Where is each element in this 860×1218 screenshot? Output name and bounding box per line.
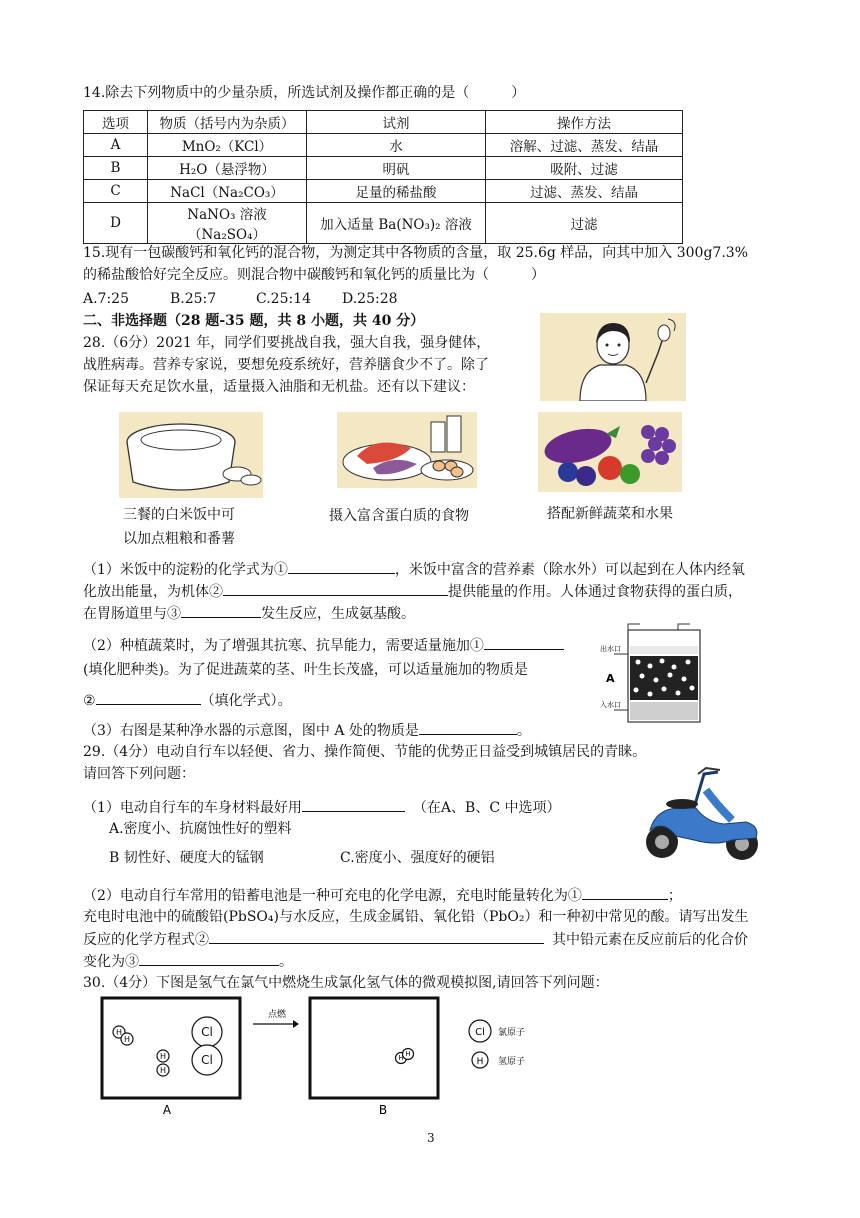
q15-option-c: C.25:14 <box>256 291 312 307</box>
answer-blank[interactable] <box>419 720 517 735</box>
filter-inlet-label: 入水口 <box>600 701 621 709</box>
arrow-label: 点燃 <box>268 1010 287 1020</box>
table-cell: B <box>84 157 148 180</box>
q15-option-d: D.25:28 <box>342 291 398 307</box>
q29-part2-line1 <box>83 885 682 906</box>
q29-p1-text: （1）电动自行车的车身材料最好用 <box>83 800 302 816</box>
q28-part2-line1 <box>83 635 564 656</box>
table-cell: 明矾 <box>307 157 486 180</box>
table-cell: H₂O（悬浮物） <box>148 157 307 180</box>
table-row <box>84 180 683 203</box>
table-cell: 加入适量 Ba(NO₃)₂ 溶液 <box>307 203 486 244</box>
q28-p2-text: ② <box>83 693 96 709</box>
q28-part1-line1 <box>83 559 745 580</box>
table-header: 物质（括号内为杂质） <box>148 111 307 134</box>
caption-protein: 摄入富含蛋白质的食物 <box>329 508 469 524</box>
reaction-micro-diagram <box>95 996 555 1120</box>
q15-line2: 的稀盐酸恰好完全反应。则混合物中碳酸钙和氧化钙的质量比为（ ） <box>83 267 545 283</box>
q28-part1-line2 <box>83 581 742 602</box>
q29-intro-2: 请回答下列问题： <box>83 766 195 782</box>
electric-scooter-illustration <box>636 764 766 864</box>
q15-option-b: B.25:7 <box>170 291 217 307</box>
atom-h-label: H <box>115 1028 123 1037</box>
table-header: 操作方法 <box>486 111 683 134</box>
q28-p1-text: 化放出能量，为机体② <box>83 584 223 600</box>
answer-blank[interactable] <box>484 635 564 650</box>
q29-p2-text: 变化为③ <box>83 954 139 970</box>
atom-cl-label: Cl <box>201 1053 213 1067</box>
q29-part2-line4 <box>83 951 293 972</box>
q28-p1-text: ，米饭中富含的营养素（除水外）可以起到在人体内经氧 <box>394 562 745 578</box>
answer-blank[interactable] <box>288 559 395 574</box>
q29-p2-text: 反应的化学方程式② <box>83 932 209 948</box>
q29-part2-line2: 充电时电池中的硫酸铅(PbSO₄)与水反应，生成金属铅、氧化铅（PbO₂）和一种初中常见的酸。请写出发生 <box>83 909 749 925</box>
q28-p1-text: （1）米饭中的淀粉的化学式为① <box>83 562 288 578</box>
q29-option-c: C.密度小、强度好的硬铝 <box>340 850 495 866</box>
answer-blank[interactable] <box>582 885 668 900</box>
page-number: 3 <box>427 1131 435 1145</box>
answer-blank[interactable] <box>181 603 261 618</box>
q28-intro-3: 保证每天充足饮水量，适量摄入油脂和无机盐。还有以下建议： <box>83 379 475 395</box>
box-a-label: A <box>162 1103 172 1117</box>
nutrition-expert-illustration <box>540 313 686 401</box>
atom-h-label: H <box>398 1054 404 1062</box>
q14-table <box>83 110 683 244</box>
q29-part1 <box>83 797 560 818</box>
section-heading: 二、非选择题（28 题-35 题，共 8 小题，共 40 分） <box>83 313 425 329</box>
caption-vegetables: 搭配新鲜蔬菜和水果 <box>547 506 673 522</box>
table-header: 试剂 <box>307 111 486 134</box>
q29-p2-text: 。 <box>279 954 293 970</box>
atom-cl-label: Cl <box>201 1025 213 1039</box>
answer-blank[interactable] <box>96 690 201 705</box>
caption-rice-2: 以加点粗粮和番薯 <box>123 531 235 547</box>
q28-intro-1: 28.（6分）2021 年，同学们要挑战自我，强大自我，强身健体， <box>83 335 491 351</box>
q29-p2-text: ； <box>667 888 682 904</box>
q29-option-a: A.密度小、抗腐蚀性好的塑料 <box>109 821 292 837</box>
q28-p3-text: （3）右图是某种净水器的示意图，图中 A 处的物质是 <box>83 723 419 739</box>
q28-part2-line3 <box>83 690 292 711</box>
q29-option-b: B 韧性好、硬度大的锰钢 <box>109 850 264 866</box>
table-row <box>84 134 683 157</box>
q28-p1-text: 提供能量的作用。人体通过食物获得的蛋白质， <box>448 584 742 600</box>
vegetables-fruits-illustration <box>538 412 682 492</box>
table-cell: NaCl（Na₂CO₃） <box>148 180 307 203</box>
table-cell: 吸附、过滤 <box>486 157 683 180</box>
answer-blank[interactable] <box>139 951 279 966</box>
table-header: 选项 <box>84 111 148 134</box>
table-cell: 过滤 <box>486 203 683 244</box>
table-cell: C <box>84 180 148 203</box>
q14-stem: 14.除去下列物质中的少量杂质，所选试剂及操作都正确的是（ ） <box>83 85 526 101</box>
protein-food-illustration <box>337 412 477 488</box>
legend-cl-symbol: Cl <box>475 1027 485 1038</box>
q28-intro-2: 战胜病毒。营养专家说，要想免疫系统好，营养膳食少不了。除了 <box>83 357 489 373</box>
legend-h-symbol: H <box>476 1057 484 1067</box>
answer-blank[interactable] <box>209 929 544 944</box>
q28-part2-line2: (填化肥种类)。为了促进蔬菜的茎、叶生长茂盛，可以适量施加的物质是 <box>83 662 528 678</box>
q28-part3 <box>83 720 531 741</box>
table-cell: 过滤、蒸发、结晶 <box>486 180 683 203</box>
table-cell: MnO₂（KCl） <box>148 134 307 157</box>
q15-line1: 15.现有一包碳酸钙和氧化钙的混合物，为测定其中各物质的含量，取 25.6g 样品，向其中加入 300g7.3% <box>83 245 748 261</box>
q28-p2-text: （2）种植蔬菜时，为了增强其抗寒、抗旱能力，需要适量施加① <box>83 638 484 654</box>
filter-a-label: A <box>606 672 615 685</box>
q29-p2-text: 其中铅元素在反应前后的化合价 <box>552 932 748 948</box>
legend-cl-text: 氯原子 <box>498 1028 526 1038</box>
q30-intro: 30.（4分）下图是氢气在氯气中燃烧生成氯化氢气体的微观模拟图,请回答下列问题： <box>83 975 609 991</box>
q28-part1-line3 <box>83 603 415 624</box>
legend-h-text: 氢原子 <box>498 1057 526 1067</box>
table-cell: NaNO₃ 溶液（Na₂SO₄） <box>148 203 307 244</box>
answer-blank[interactable] <box>223 581 448 596</box>
atom-h-label: H <box>159 1052 167 1061</box>
q28-p3-text: 。 <box>516 723 531 739</box>
q28-p1-text: 在胃肠道里与③ <box>83 606 181 622</box>
table-cell: D <box>84 203 148 244</box>
table-header-row <box>84 111 683 134</box>
table-row <box>84 157 683 180</box>
rice-cooker-illustration <box>119 412 263 498</box>
q29-part2-line3 <box>83 929 748 950</box>
water-purifier-diagram <box>600 622 705 727</box>
filter-outlet-label: 出水口 <box>600 645 621 653</box>
q29-p1-text: （在A、B、C 中选项） <box>412 800 561 816</box>
caption-rice-1: 三餐的白米饭中可 <box>123 507 235 523</box>
atom-h-label: H <box>159 1066 167 1075</box>
atom-h-label: H <box>405 1050 411 1058</box>
q29-p2-text: （2）电动自行车常用的铅蓄电池是一种可充电的化学电源，充电时能量转化为① <box>83 888 582 904</box>
q15-option-a: A.7:25 <box>83 291 129 307</box>
table-row <box>84 203 683 244</box>
q29-intro-1: 29.（4分）电动自行车以轻便、省力、操作简便、节能的优势正日益受到城镇居民的青睐。 <box>83 744 647 760</box>
box-b-label: B <box>378 1103 388 1117</box>
atom-h-label: H <box>123 1035 131 1044</box>
q28-p2-text: （填化学式）。 <box>200 693 292 709</box>
table-cell: A <box>84 134 148 157</box>
table-cell: 水 <box>307 134 486 157</box>
table-cell: 溶解、过滤、蒸发、结晶 <box>486 134 683 157</box>
table-cell: 足量的稀盐酸 <box>307 180 486 203</box>
q28-p1-text: 发生反应，生成氨基酸。 <box>261 606 415 622</box>
answer-blank[interactable] <box>302 797 405 812</box>
